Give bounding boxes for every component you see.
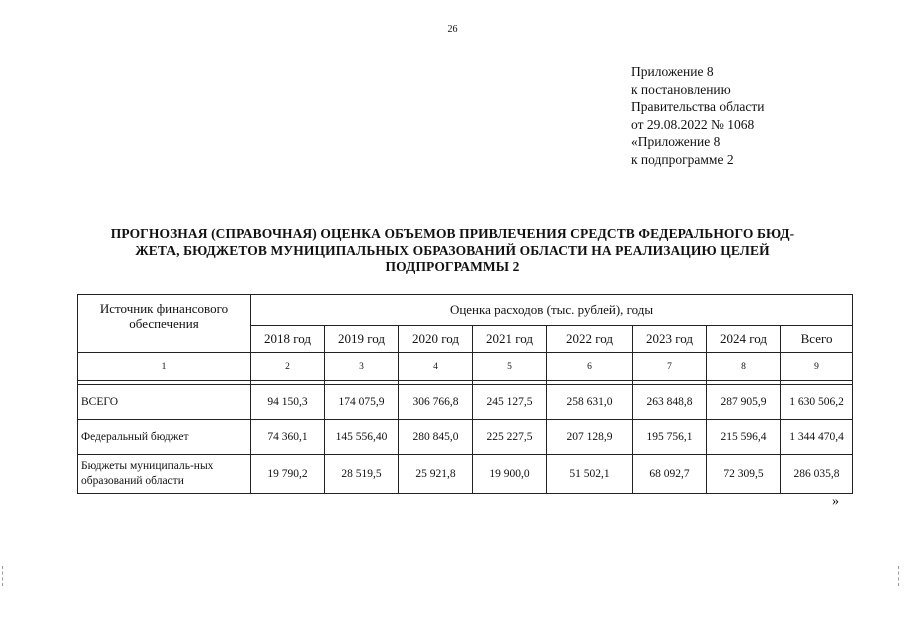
closing-quote: » [832,494,839,509]
table-cell: 51 502,1 [547,455,633,494]
column-number: 4 [399,353,473,381]
table-cell: 74 360,1 [251,420,325,455]
table-cell: 145 556,40 [325,420,399,455]
title-line: ПОДПРОГРАММЫ 2 [385,259,520,274]
table-cell: 28 519,5 [325,455,399,494]
table-cell: 72 309,5 [707,455,781,494]
scan-edge-mark [2,566,7,586]
page-number: 26 [447,24,458,35]
row-label: Федеральный бюджет [78,420,251,455]
table-cell: 25 921,8 [399,455,473,494]
appendix-block [631,63,764,168]
title-line: ЖЕТА, БЮДЖЕТОВ МУНИЦИПАЛЬНЫХ ОБРАЗОВАНИЙ ОБЛАСТИ НА РЕАЛИЗАЦИЮ ЦЕЛЕЙ [135,242,770,258]
year-header: 2020 год [399,326,473,353]
table-cell: 287 905,9 [707,385,781,420]
row-label: ВСЕГО [78,385,251,420]
table-cell: 1 630 506,2 [781,385,853,420]
year-header: 2018 год [251,326,325,353]
table-cell: 19 900,0 [473,455,547,494]
table-cell: 174 075,9 [325,385,399,420]
appendix-line: Приложение 8 [631,64,714,79]
column-number: 1 [78,353,251,381]
column-number: 5 [473,353,547,381]
appendix-line: Правительства области [631,99,765,114]
column-number: 3 [325,353,399,381]
table-cell: 1 344 470,4 [781,420,853,455]
appendix-line: к подпрограмме 2 [631,151,734,167]
table-cell: 68 092,7 [633,455,707,494]
table-cell: 225 227,5 [473,420,547,455]
table-cell: 263 848,8 [633,385,707,420]
column-number: 8 [707,353,781,381]
column-number: 7 [633,353,707,381]
table-header-row [78,295,853,326]
column-number: 9 [781,353,853,381]
appendix-line: «Приложение 8 [631,134,721,149]
table-row [78,385,853,420]
total-header: Всего [781,326,853,353]
year-header: 2022 год [547,326,633,353]
table-cell: 258 631,0 [547,385,633,420]
scan-edge-mark [898,566,903,586]
table-cell: 286 035,8 [781,455,853,494]
table-cell: 280 845,0 [399,420,473,455]
table-cell: 215 596,4 [707,420,781,455]
table-row [78,420,853,455]
table-cell: 245 127,5 [473,385,547,420]
source-header: Источник финансового обеспечения [78,295,251,353]
estimate-header: Оценка расходов (тыс. рублей), годы [251,295,853,326]
column-number-row [78,353,853,381]
table-cell: 306 766,8 [399,385,473,420]
table-cell: 19 790,2 [251,455,325,494]
table-cell: 207 128,9 [547,420,633,455]
year-header: 2021 год [473,326,547,353]
table-cell: 195 756,1 [633,420,707,455]
year-header: 2024 год [707,326,781,353]
title-line: ПРОГНОЗНАЯ (СПРАВОЧНАЯ) ОЦЕНКА ОБЪЕМОВ ПРИВЛЕЧЕНИЯ СРЕДСТВ ФЕДЕРАЛЬНОГО БЮД- [110,226,795,241]
table-row [78,455,853,494]
table-cell: 94 150,3 [251,385,325,420]
appendix-line: от 29.08.2022 № 1068 [631,116,755,132]
year-header: 2023 год [633,326,707,353]
appendix-line: к постановлению [631,81,731,97]
column-number: 2 [251,353,325,381]
column-number: 6 [547,353,633,381]
row-label: Бюджеты муниципаль-ных образований области [78,455,251,494]
financing-table [77,294,853,494]
document-title [60,226,845,276]
year-header: 2019 год [325,326,399,353]
